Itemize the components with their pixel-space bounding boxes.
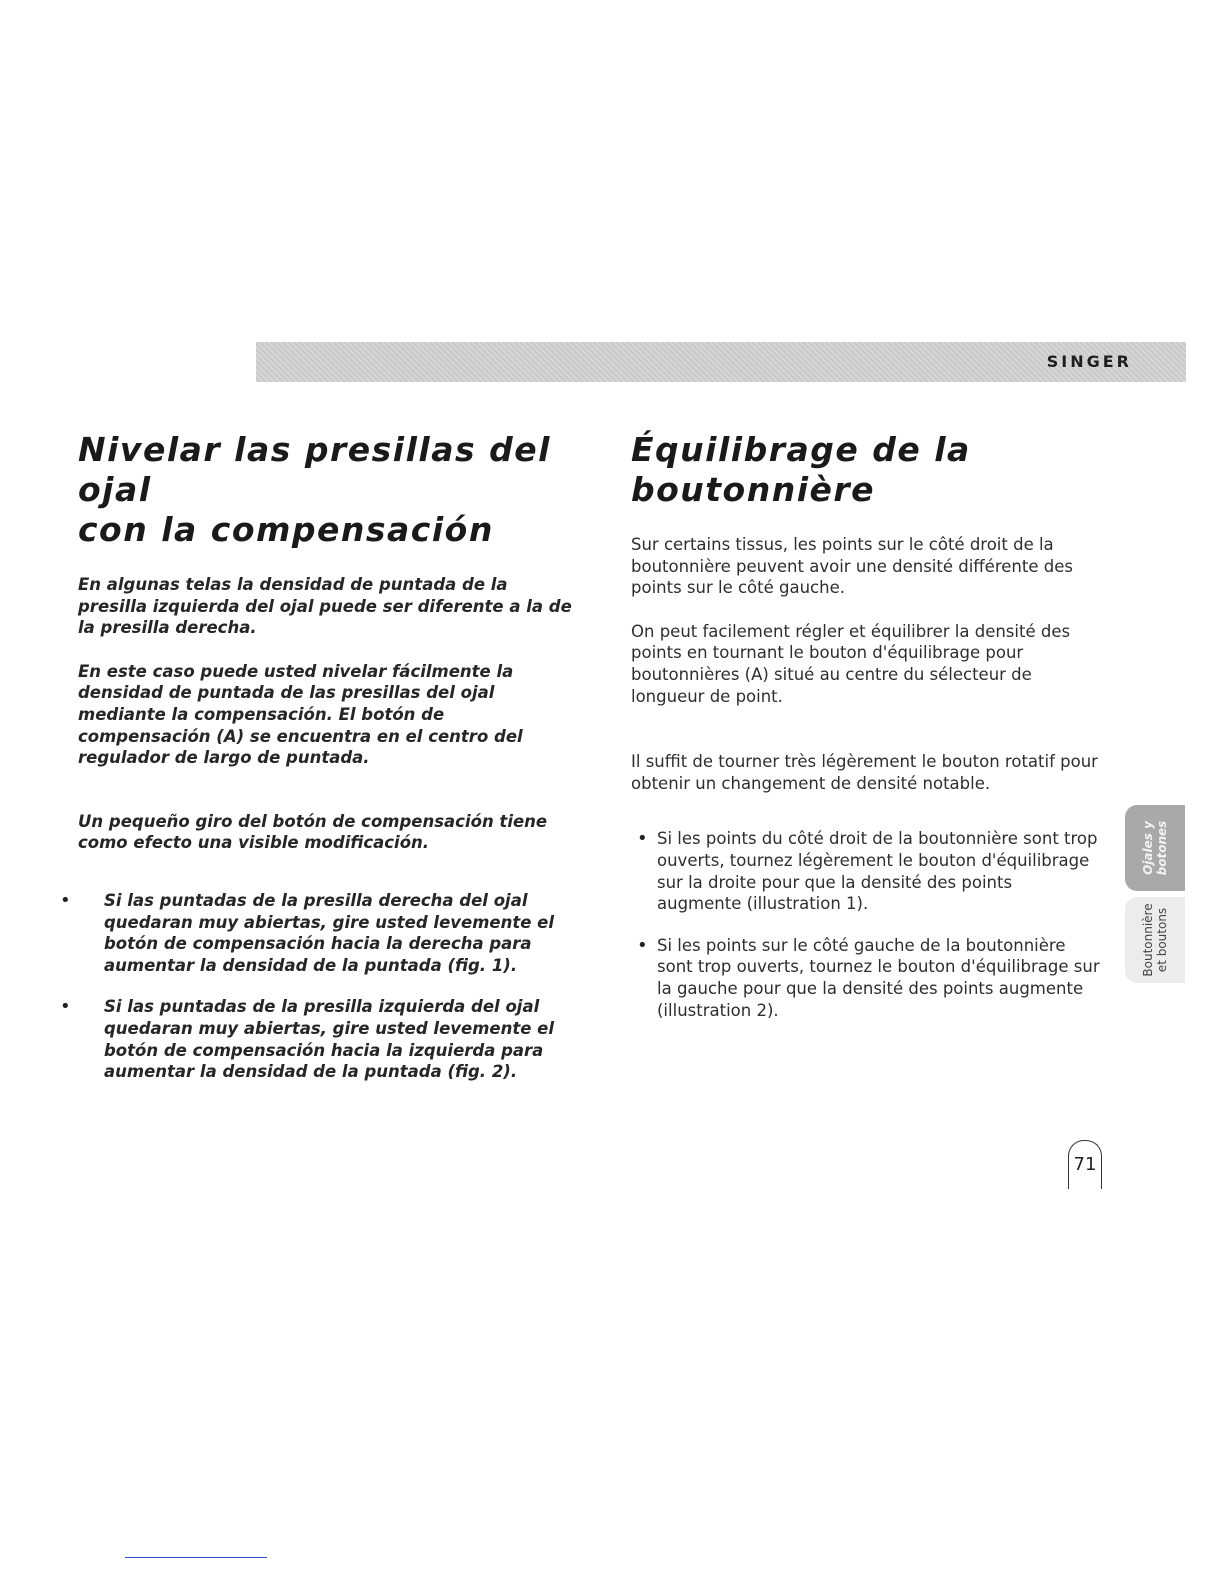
french-paragraph-3: Il suffit de tourner très légèrement le bouton rotatif pour obtenir un changement de densité notable.: [631, 752, 1098, 793]
spanish-bullet-2: • Si las puntadas de la presilla izquierda del ojal quedaran muy abiertas, gire usted levemente el botón de compensación hacia la izquierda para aumentar la densidad de la puntada (fig. 2).: [104, 997, 555, 1082]
tab-label-line2: et boutons: [1155, 907, 1169, 973]
french-paragraph-2: On peut facilement régler et équilibrer la densité des points en tournant le bouton d'équilibrage pour boutonnières (A) situé au centre du sélecteur de longueur de point.: [631, 621, 1071, 706]
spanish-paragraph-1: En algunas telas la densidad de puntada de la presilla izquierda del ojal puede ser diferente a la de la presilla derecha.: [78, 575, 572, 638]
french-title-line2: boutonnière: [631, 470, 876, 509]
list-item: [631, 828, 1101, 914]
spanish-title-line1: Nivelar las presillas del ojal: [78, 430, 551, 509]
tab-label: [1141, 821, 1169, 876]
tab-label-line2: botones: [1155, 820, 1169, 876]
page-number: 71: [1068, 1140, 1102, 1189]
spanish-paragraph-3: Un pequeño giro del botón de compensación tiene como efecto una visible modificación.: [78, 811, 548, 853]
french-title-line1: Équilibrage de la: [631, 430, 971, 469]
french-bullet-list: [631, 828, 1101, 1021]
spanish-paragraph-2: En este caso puede usted nivelar fácilmente la densidad de puntada de las presillas del ojal mediante la compensación. El botón de compensación (A) se encuentra en el centro del regulador de largo de puntada.: [78, 661, 523, 768]
french-bullet-1: • Si les points du côté droit de la boutonnière sont trop ouverts, tournez légèrement le bouton d'équilibrage sur la droite pour que la densité des points augmente (illustration 1).: [657, 829, 1098, 914]
tab-label-line1: Ojales y: [1141, 821, 1155, 875]
spanish-column: [78, 430, 578, 1083]
tab-label: [1141, 903, 1169, 976]
spanish-title: [78, 430, 578, 550]
tab-label-line1: Boutonnière: [1141, 903, 1155, 977]
french-column: [631, 430, 1101, 1021]
french-bullet-2: • Si les points sur le côté gauche de la boutonnière sont trop ouverts, tournez le bouton d'équilibrage sur la gauche pour que la densité des points augmente (illustration 2).: [657, 935, 1100, 1020]
list-item: [78, 890, 578, 976]
spanish-title-line2: con la compensación: [78, 510, 494, 549]
footer-divider: [125, 1557, 267, 1558]
tab-ojales-y-botones[interactable]: [1125, 805, 1185, 891]
list-item: [631, 935, 1101, 1021]
section-tabs: [1125, 805, 1187, 983]
brand-logo: SINGER: [1046, 352, 1132, 371]
french-title: [631, 430, 1101, 510]
spanish-bullet-list: [78, 890, 578, 1083]
header-band: [256, 342, 1186, 382]
list-item: [78, 996, 578, 1082]
french-paragraph-1: Sur certains tissus, les points sur le côté droit de la boutonnière peuvent avoir une densité différente des points sur le côté gauche.: [631, 535, 1073, 598]
spanish-bullet-1: • Si las puntadas de la presilla derecha del ojal quedaran muy abiertas, gire usted levemente el botón de compensación hacia la derecha para aumentar la densidad de la puntada (fig. 1).: [104, 890, 555, 975]
tab-boutonniere-et-boutons[interactable]: [1125, 897, 1185, 983]
